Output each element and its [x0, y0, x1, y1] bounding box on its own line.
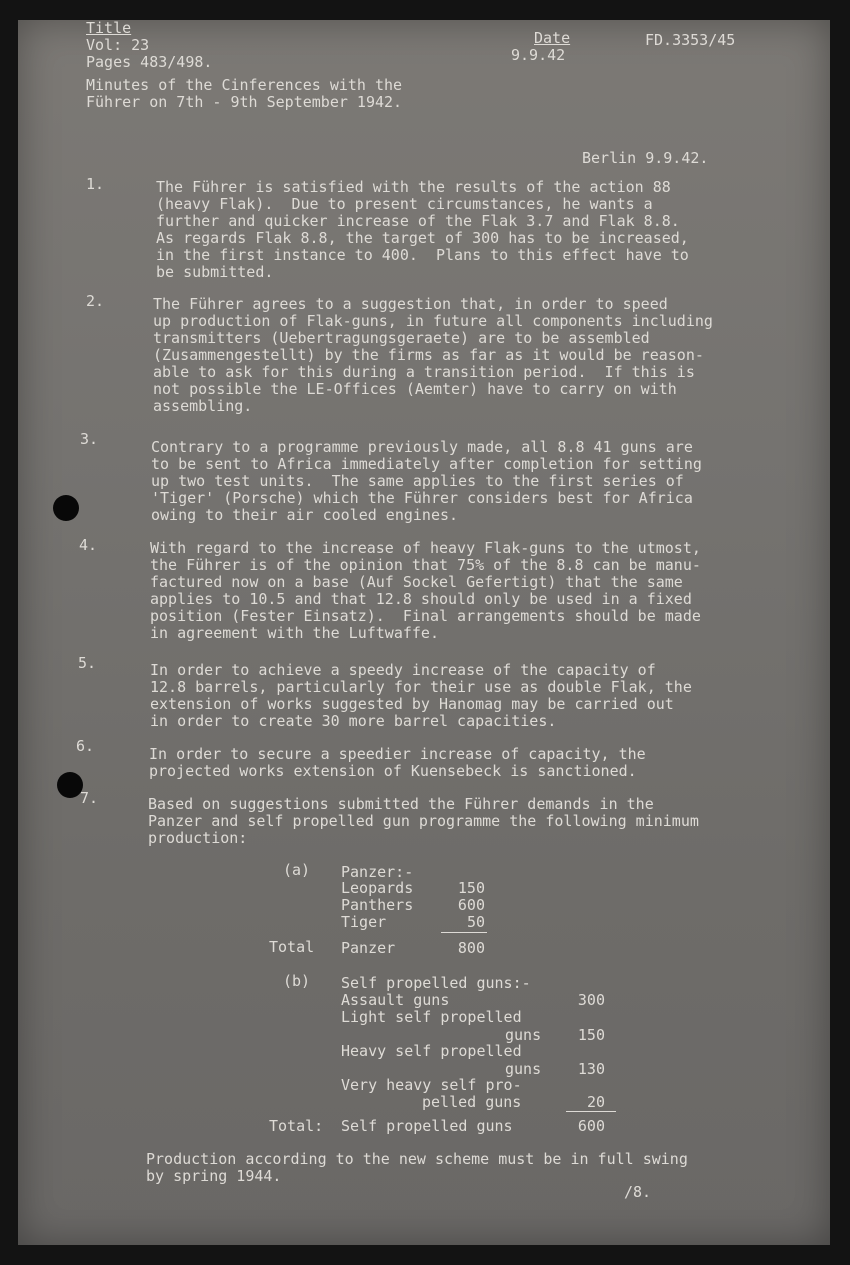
paragraph-line: 'Tiger' (Porsche) which the Führer considers best for Africa	[151, 489, 693, 507]
date-label: Date	[534, 29, 571, 47]
paragraph-line: applies to 10.5 and that 12.8 should only be used in a fixed	[150, 590, 692, 608]
paragraph-line: extension of works suggested by Hanomag may be carried out	[150, 695, 674, 713]
table-a-total-value: 800	[457, 939, 485, 957]
paragraph-line: In order to achieve a speedy increase of the capacity of	[150, 661, 656, 679]
table-a-label: Panthers	[341, 896, 414, 914]
paragraph-line: projected works extension of Kuensebeck is sanctioned.	[149, 762, 637, 780]
table-b-label: Very heavy self pro-	[341, 1076, 522, 1094]
paragraph-line: transmitters (Uebertragungsgeraete) are to be assembled	[153, 329, 650, 347]
table-a-total-name: Panzer	[341, 939, 396, 957]
table-b-value: 300	[577, 991, 605, 1009]
place-date: Berlin 9.9.42.	[582, 149, 709, 167]
paragraph-line: able to ask for this during a transition period. If this is	[153, 363, 695, 381]
paragraph-line: assembling.	[153, 397, 253, 415]
paragraph-line: 12.8 barrels, particularly for their use as double Flak, the	[150, 678, 692, 696]
item-number: 6.	[76, 737, 95, 755]
table-a-heading: Panzer:-	[341, 863, 414, 881]
page-continuation: /8.	[624, 1183, 652, 1201]
paragraph-line: to be sent to Africa immediately after completion for setting	[151, 455, 702, 473]
table-a-marker: (a)	[283, 861, 311, 879]
table-b-label: guns	[505, 1026, 542, 1044]
volume: Vol: 23	[86, 36, 150, 54]
table-b-total-name: Self propelled guns	[341, 1117, 513, 1135]
paragraph-line: With regard to the increase of heavy Flak-guns to the utmost,	[150, 539, 701, 557]
paragraph-line: owing to their air cooled engines.	[151, 506, 459, 524]
paragraph-line: in agreement with the Luftwaffe.	[150, 624, 439, 642]
table-b-value: 150	[577, 1026, 605, 1044]
table-b-label: Assault guns	[341, 991, 450, 1009]
paragraph-line: in the first instance to 400. Plans to this effect have to	[156, 246, 689, 264]
subtotal-rule	[441, 932, 487, 933]
table-b-heading: Self propelled guns:-	[341, 974, 531, 992]
closing-line: by spring 1944.	[146, 1167, 282, 1185]
paragraph-line: further and quicker increase of the Flak 3.7 and Flak 8.8.	[156, 212, 680, 230]
paragraph-line: up two test units. The same applies to the first series of	[151, 472, 684, 490]
item-number: 2.	[86, 292, 105, 310]
file-reference: FD.3353/45	[645, 31, 736, 49]
table-a-label: Leopards	[341, 879, 414, 897]
pages: Pages 483/498.	[86, 53, 213, 71]
subtotal-rule	[566, 1111, 616, 1112]
paragraph-line: Contrary to a programme previously made, all 8.8 41 guns are	[151, 438, 693, 456]
punch-hole	[53, 495, 79, 521]
paragraph-line: be submitted.	[156, 263, 274, 281]
table-b-value: 20	[586, 1093, 605, 1111]
paragraph-line: production:	[148, 829, 248, 847]
paragraph-line: (Zusammengestellt) by the firms as far as it would be reason-	[153, 346, 704, 364]
paragraph-line: Panzer and self propelled gun programme the following minimum	[148, 812, 699, 830]
table-b-marker: (b)	[283, 972, 311, 990]
item-number: 7.	[80, 789, 99, 807]
paragraph-line: position (Fester Einsatz). Final arrangements should be made	[150, 607, 701, 625]
title-label: Title	[86, 19, 132, 37]
table-a-label: Tiger	[341, 913, 387, 931]
item-number: 4.	[79, 536, 98, 554]
table-b-total-label: Total:	[269, 1117, 324, 1135]
paragraph-line: The Führer is satisfied with the results of the action 88	[156, 178, 671, 196]
paragraph-line: Based on suggestions submitted the Führer demands in the	[148, 795, 654, 813]
table-a-value: 600	[457, 896, 485, 914]
paragraph-line: the Führer is of the opinion that 75% of the 8.8 can be manu-	[150, 556, 701, 574]
subject-line: Minutes of the Cinferences with the	[86, 76, 403, 94]
table-a-value: 50	[466, 913, 485, 931]
paragraph-line: The Führer agrees to a suggestion that, in order to speed	[153, 295, 668, 313]
table-b-value: 130	[577, 1060, 605, 1078]
paragraph-line: In order to secure a speedier increase of capacity, the	[149, 745, 646, 763]
paragraph-line: factured now on a base (Auf Sockel Gefertigt) that the same	[150, 573, 683, 591]
subject-line: Führer on 7th - 9th September 1942.	[86, 93, 403, 111]
item-number: 3.	[80, 430, 99, 448]
date-value: 9.9.42	[511, 46, 566, 64]
table-a-total-label: Total	[269, 938, 315, 956]
table-a-value: 150	[457, 879, 485, 897]
paragraph-line: not possible the LE-Offices (Aemter) have to carry on with	[153, 380, 677, 398]
item-number: 5.	[78, 654, 97, 672]
table-b-label: guns	[505, 1060, 542, 1078]
closing-line: Production according to the new scheme must be in full swing	[146, 1150, 688, 1168]
table-b-label: Heavy self propelled	[341, 1042, 522, 1060]
table-b-total-value: 600	[577, 1117, 605, 1135]
paragraph-line: As regards Flak 8.8, the target of 300 has to be increased,	[156, 229, 689, 247]
table-b-label: Light self propelled	[341, 1008, 522, 1026]
paragraph-line: up production of Flak-guns, in future all components including	[153, 312, 713, 330]
table-b-label: pelled guns	[422, 1093, 522, 1111]
paragraph-line: in order to create 30 more barrel capacities.	[150, 712, 557, 730]
item-number: 1.	[86, 175, 105, 193]
paragraph-line: (heavy Flak). Due to present circumstances, he wants a	[156, 195, 653, 213]
